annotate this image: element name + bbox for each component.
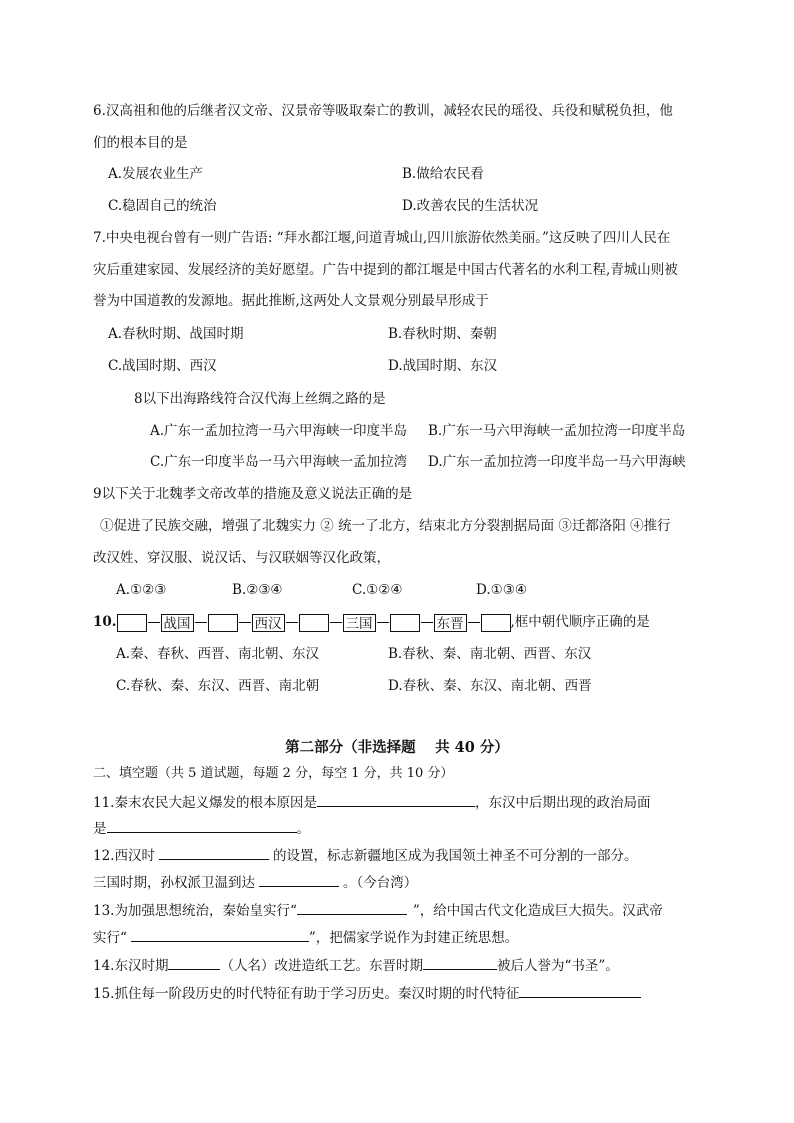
q14-blank-1[interactable] xyxy=(168,955,220,970)
q10-number: 10. xyxy=(93,614,117,630)
q9-option-d: D.①③④ xyxy=(476,582,527,598)
q10-connector xyxy=(421,622,433,623)
q15-line xyxy=(93,983,641,1004)
q11-text-b: ，东汉中后期出现的政治局面 xyxy=(474,795,651,811)
q10-option-c: C.春秋、秦、东汉、西晋、南北朝 xyxy=(116,678,320,694)
q10-blank-box xyxy=(208,614,238,632)
q13-blank-2[interactable] xyxy=(131,927,309,942)
q9-option-b: B.②③④ xyxy=(232,582,283,598)
q10-box-three-kingdoms: 三国 xyxy=(343,614,376,632)
q10-option-a: A.秦、春秋、西晋、南北朝、东汉 xyxy=(116,646,320,662)
q10-blank-box xyxy=(117,614,147,632)
q10-box-western-han: 西汉 xyxy=(252,614,285,632)
q9-option-c: C.①②④ xyxy=(352,582,403,598)
q8-option-d: D.广东一孟加拉湾一印度半岛一马六甲海峡 xyxy=(428,454,686,470)
q10-stem-tail: ,框中朝代顺序正确的是 xyxy=(510,614,650,630)
q9-option-a: A.①②③ xyxy=(116,582,167,598)
q7-option-b: B.春秋时期、秦朝 xyxy=(388,326,497,342)
q10-connector xyxy=(330,622,342,623)
q14-text-c: 被后人誉为“书圣”。 xyxy=(496,958,619,974)
q15-blank-1[interactable] xyxy=(519,983,641,998)
q10-blank-box xyxy=(390,614,420,632)
q10-connector xyxy=(239,622,251,623)
q7-stem-line3: 誉为中国道教的发源地。据此推断,这两处人文景观分别最早形成于 xyxy=(93,293,489,309)
q10-connector xyxy=(286,622,298,623)
q10-connector xyxy=(195,622,207,623)
q6-option-a: A.发展农业生产 xyxy=(108,166,204,182)
q7-option-c: C.战国时期、西汉 xyxy=(108,358,217,374)
q14-text-a: 14.东汉时期 xyxy=(93,958,169,974)
q13-text-c: 实行“ xyxy=(93,930,127,946)
q14-line xyxy=(93,955,619,976)
q12-text-c: 三国时期，孙权派卫温到达 xyxy=(93,875,255,891)
q11-line2 xyxy=(93,818,310,839)
q11-blank-2[interactable] xyxy=(107,818,297,833)
q13-blank-1[interactable] xyxy=(297,900,407,915)
q10-connector xyxy=(468,622,480,623)
q10-connector xyxy=(148,622,160,623)
q8-option-b: B.广东一马六甲海峡一孟加拉湾一印度半岛 xyxy=(428,423,686,439)
q8-option-a: A.广东一孟加拉湾一马六甲海峡一印度半岛 xyxy=(150,423,408,439)
q12-text-d: 。（今台湾） xyxy=(343,875,418,891)
q10-box-eastern-jin: 东晋 xyxy=(434,614,467,632)
q11-text-d: 。 xyxy=(296,821,310,837)
q6-stem-line1: 6.汉高祖和他的后继者汉文帝、汉景帝等吸取秦亡的教训，减轻农民的瑶役、兵役和赋税负担，他 xyxy=(93,103,673,119)
q13-text-b: ”，给中国古代文化造成巨大损失。汉武帝 xyxy=(412,903,663,919)
q10-blank-box xyxy=(481,614,511,632)
q7-option-d: D.战国时期、东汉 xyxy=(388,358,498,374)
q9-choices-line1: ①促进了民族交融，增强了北魏实力 ② 统一了北方，结束北方分裂割据局面 ③迁都洛阳 ④推行 xyxy=(100,518,671,534)
q12-blank-1[interactable] xyxy=(159,845,269,860)
q7-stem-line2: 灾后重建家园、发展经济的美好愿望。广告中提到的都江堰是中国古代著名的水利工程,青城山则被 xyxy=(93,262,678,278)
q8-option-c: C.广东一印度半岛一马六甲海峡一孟加拉湾 xyxy=(150,454,408,470)
q14-text-b: （人名）改进造纸工艺。东晋时期 xyxy=(220,958,423,974)
q12-text-a: 12.西汉时 xyxy=(93,848,155,864)
q12-line2 xyxy=(93,872,417,893)
q10-option-b: B.春秋、秦、南北朝、西晋、东汉 xyxy=(388,646,592,662)
q10-box-warring-states: 战国 xyxy=(161,614,194,632)
q11-text-c: 是 xyxy=(93,821,107,837)
q10-option-d: D.春秋、秦、东汉、南北朝、西晋 xyxy=(388,678,592,694)
q6-option-d: D.改善农民的生活状况 xyxy=(402,198,539,214)
q6-option-b: B.做给农民看 xyxy=(402,166,484,182)
q15-text-a: 15.抓住每一阶段历史的时代特征有助于学习历史。秦汉时期的时代特征 xyxy=(93,986,520,1002)
q13-text-a: 13.为加强思想统治，秦始皇实行“ xyxy=(93,903,297,919)
q9-choices-line2: 改汉姓、穿汉服、说汉话、与汉联姻等汉化政策， xyxy=(93,550,390,566)
q12-line1 xyxy=(93,845,637,866)
q6-stem-line2: 们的根本目的是 xyxy=(93,135,188,151)
q6-option-c: C.稳固自己的统治 xyxy=(108,198,217,214)
q13-line1 xyxy=(93,900,663,921)
q12-blank-2[interactable] xyxy=(259,872,339,887)
q13-text-d: ”，把儒家学说作为封建正统思想。 xyxy=(308,930,519,946)
q9-stem: 9以下关于北魏孝文帝改革的措施及意义说法正确的是 xyxy=(93,486,413,502)
q11-line1 xyxy=(93,792,650,813)
part2-subtitle: 二、填空题（共 5 道试题，每题 2 分，每空 1 分，共 10 分） xyxy=(93,766,454,781)
q11-blank-1[interactable] xyxy=(317,792,475,807)
q13-line2 xyxy=(93,927,518,948)
q7-option-a: A.春秋时期、战国时期 xyxy=(108,326,244,342)
q8-stem: 8以下出海路线符合汉代海上丝绸之路的是 xyxy=(134,391,386,407)
q11-text-a: 11.秦末农民大起义爆发的根本原因是 xyxy=(93,795,317,811)
q10-blank-box xyxy=(299,614,329,632)
q10-connector xyxy=(377,622,389,623)
q14-blank-2[interactable] xyxy=(423,955,497,970)
q7-stem-line1: 7.中央电视台曾有一则广告语: “拜水都江堰,问道青城山,四川旅游依然美丽。”这反映了四川人民在 xyxy=(93,230,671,246)
q12-text-b: 的设置，标志新疆地区成为我国领土神圣不可分割的一部分。 xyxy=(272,848,638,864)
part2-title: 第二部分（非选择题 共 40 分） xyxy=(285,739,509,756)
q10-stem xyxy=(93,612,650,632)
